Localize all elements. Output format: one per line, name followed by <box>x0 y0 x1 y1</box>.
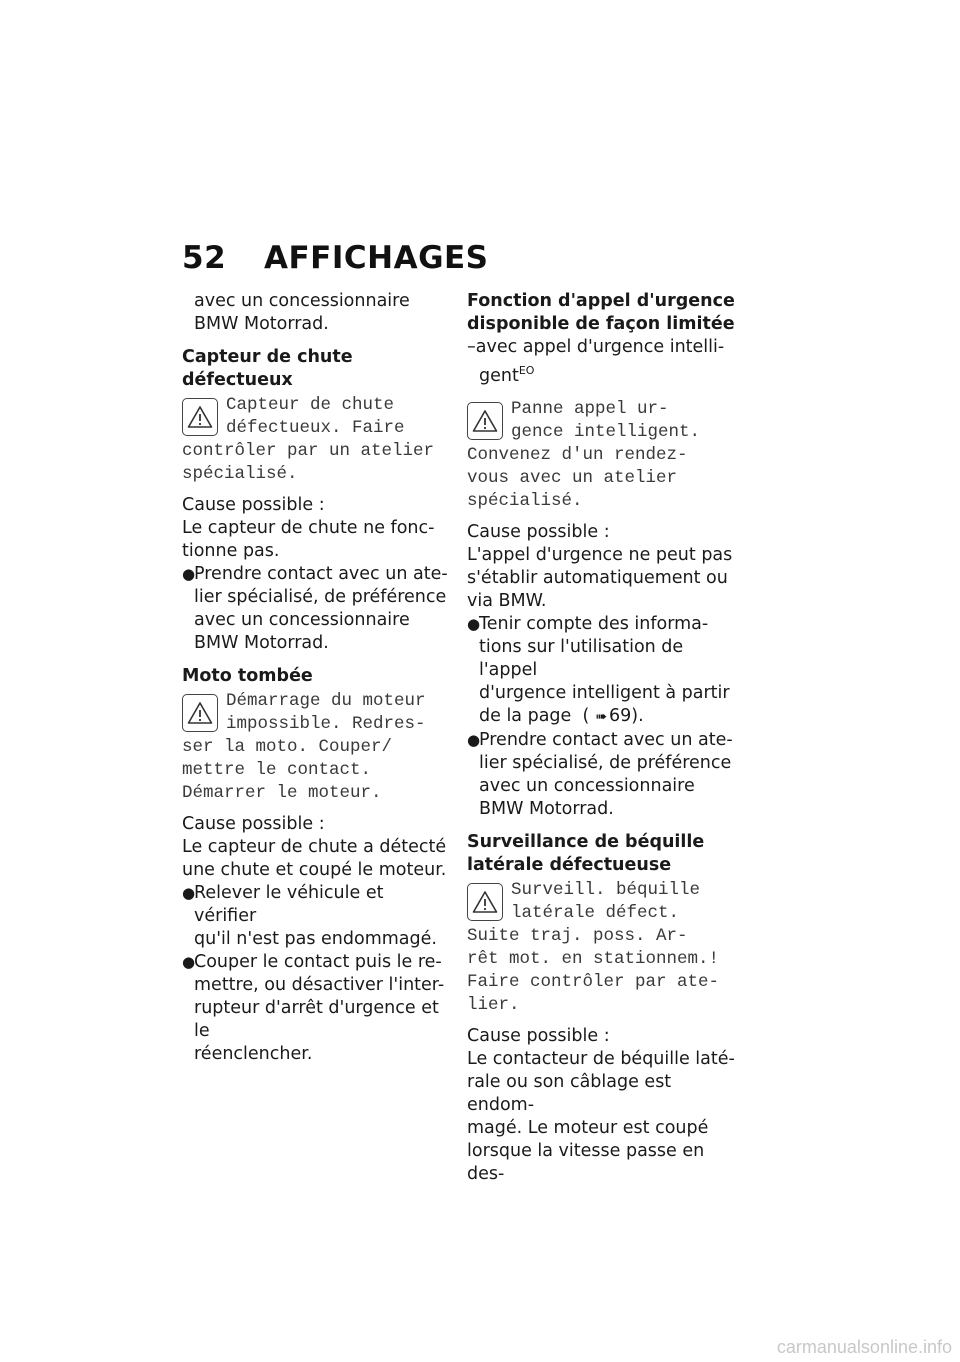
equipment-superscript: EO <box>518 364 535 377</box>
cause-label: Cause possible : <box>182 495 325 515</box>
warning-triangle-icon <box>182 398 218 436</box>
bullet-icon: ● <box>182 884 196 902</box>
page-header <box>182 240 489 276</box>
watermark: carmanualsonline.info <box>776 1337 952 1357</box>
condition-line: –avec appel d'urgence intelli- <box>467 337 725 357</box>
bullet-icon: ● <box>467 615 481 633</box>
display-message-moto: Démarrage du moteur impossible. Redres- ser la moto. Couper/ mettre le contact. Démarrer le moteur. <box>182 691 426 803</box>
page-reference-link[interactable]: 69 <box>609 706 632 726</box>
cause-label: Cause possible : <box>467 1026 610 1046</box>
section-title-appel: Fonction d'appel d'urgence <box>467 291 735 311</box>
bullet-item: ● Prendre contact avec un ate- lier spécialisé, de préférence avec un concessionnaire BMW Motorrad. <box>182 564 448 653</box>
intro-text: avec un concessionnaire BMW Motorrad. <box>194 291 410 334</box>
chapter-title: AFFICHAGES <box>264 240 489 276</box>
section-title-moto: Moto tombée <box>182 666 313 686</box>
bullet-icon: ● <box>467 731 481 749</box>
display-message-bequille: Surveill. béquille latérale défect. Suite traj. poss. Ar- rêt mot. en stationnem.! Faire contrôler par ate- lier. <box>467 880 720 1015</box>
right-column: Fonction d'appel d'urgence disponible de façon limitée –avec appel d'urgence intelli- gent$^{EO}$ Panne appel ur- gence intelligent. Convenez d'un rendez- vous avec un atelier spécialisé. Cause possible : L'appel d'urgence ne peut pas s'établir automatiquement ou via BMW. ● Tenir compte des informa- tions sur l'utilisation de l'appel d'urgence intelligent à partir de la page ( ➠ 69). ● Prendre contact avec un ate- lier spécialisé, de préférence avec un concessionnaire BMW Motorrad. Surveillance de béquille latérale défectueuse Surveill. béquille latérale défect. Suite traj. poss. Ar- rêt mot. en stationnem.! Faire contrôler par ate- lier. Cause possible : Le contacteur de béquille laté- rale ou son câblage est endom- magé. Le moteur est coupé lorsque la vitesse passe en des- <box>467 291 735 1184</box>
warning-triangle-icon <box>182 694 218 732</box>
left-column: avec un concessionnaire BMW Motorrad. Capteur de chute défectueux Capteur de chute défectueux. Faire contrôler par un atelier spécialisé. Cause possible : Le capteur de chute ne fonc- tionne pas. ● Prendre contact avec un ate- lier spécialisé, de préférence avec un concessionnaire BMW Motorrad. Moto tombée Démarrage du moteur impossible. Redres- ser la moto. Couper/ mettre le contact. Démarrer le moteur. Cause possible : Le capteur de chute a détecté une chute et coupé le moteur. ● Relever le véhicule et vérifier qu'il n'est pas endommagé. ● Couper le contact puis le re- mettre, ou désactiver l'inter- rupteur d'arrêt d'urgence et le réenclencher. <box>182 290 450 1066</box>
bullet-item: ● Prendre contact avec un ate- lier spécialisé, de préférence avec un concessionnaire BMW Motorrad. <box>467 730 733 819</box>
section-title-capteur: Capteur de chute défectueux <box>182 347 353 390</box>
display-message-appel: Panne appel ur- gence intelligent. Convenez d'un rendez- vous avec un atelier spécialisé. <box>467 399 701 511</box>
section-title-bequille: Surveillance de béquille <box>467 832 705 852</box>
bullet-icon: ● <box>182 565 196 583</box>
bullet-icon: ● <box>182 953 196 971</box>
right-arrow-icon: ➠ <box>595 709 607 725</box>
display-message-capteur: Capteur de chute défectueux. Faire contrôler par un atelier spécialisé. <box>182 395 435 484</box>
bullet-item: ● Relever le véhicule et vérifier qu'il n'est pas endommagé. <box>182 883 437 949</box>
warning-triangle-icon <box>467 883 503 921</box>
bullet-item: ● Couper le contact puis le re- mettre, ou désactiver l'inter- rupteur d'arrêt d'urgence et le réenclencher. <box>182 952 445 1064</box>
warning-triangle-icon <box>467 402 503 440</box>
page-number: 52 <box>182 240 227 276</box>
cause-label: Cause possible : <box>182 814 325 834</box>
bullet-item: ● Tenir compte des informa- tions sur l'utilisation de l'appel d'urgence intelligent à partir de la page ( ➠ 69). <box>467 614 730 726</box>
cause-label: Cause possible : <box>467 522 610 542</box>
